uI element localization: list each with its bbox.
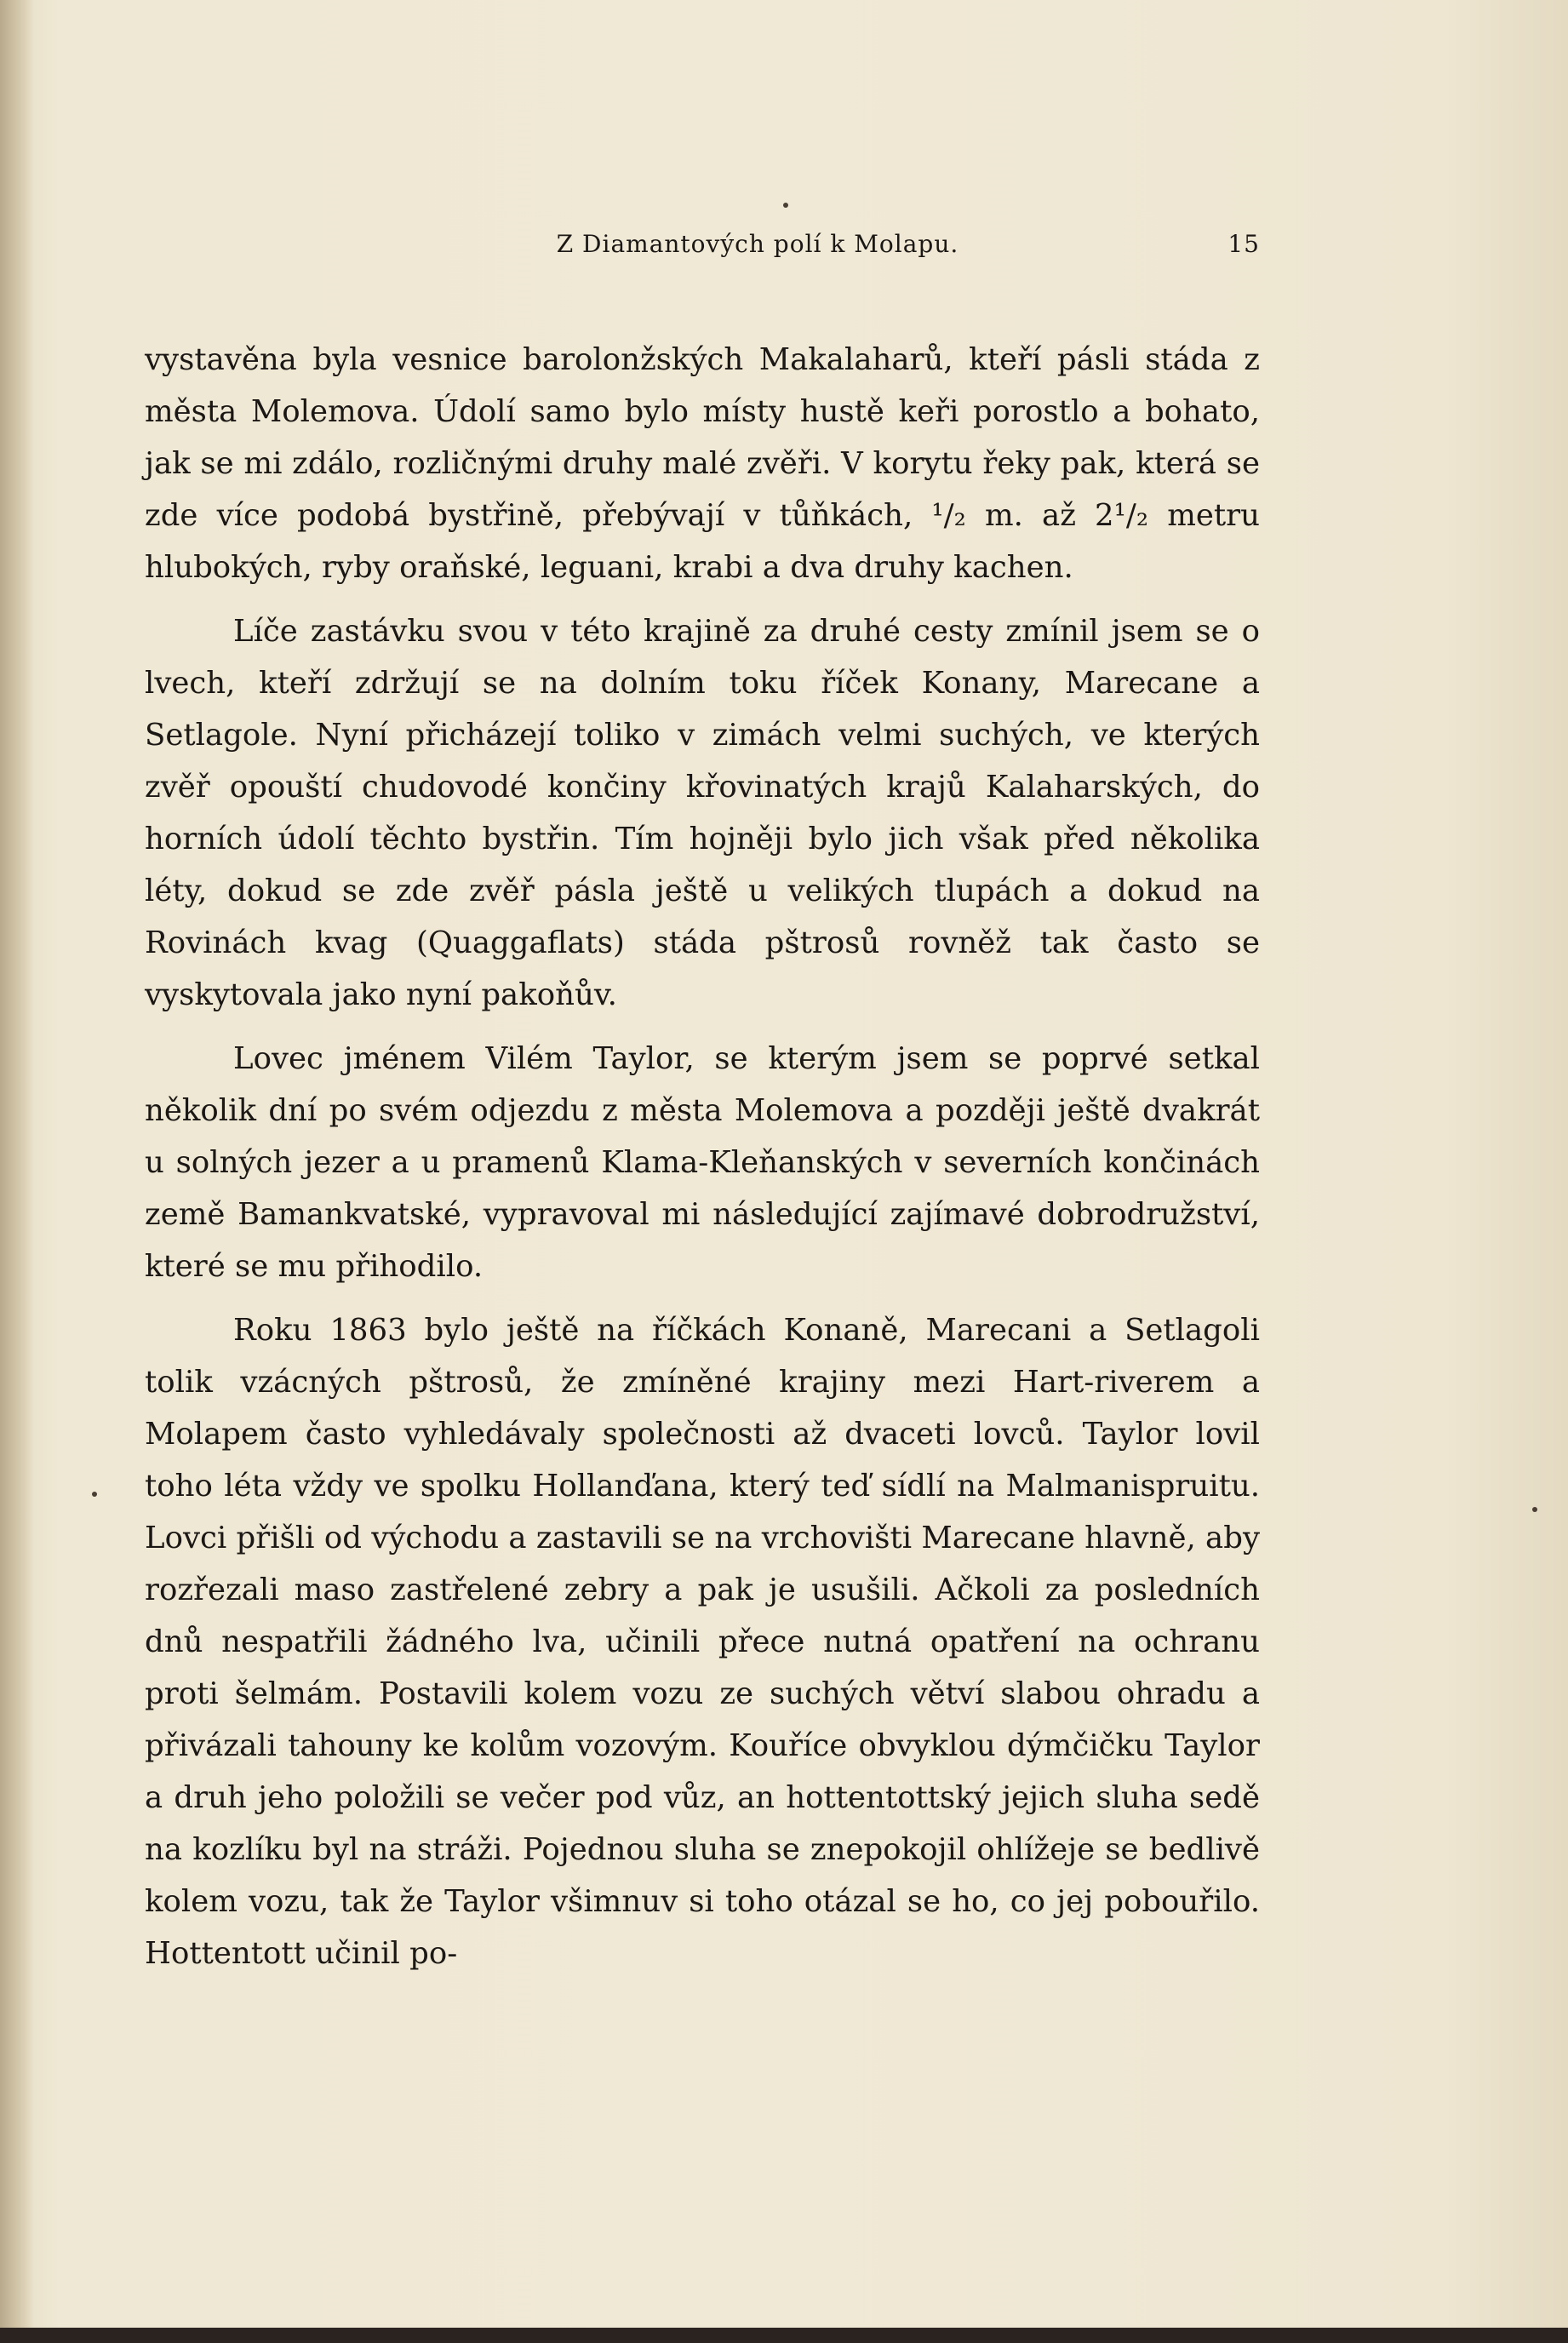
paragraph: Roku 1863 bylo ještě na říčkách Konaně, Marecani a Setlagoli tolik vzácných pštrosů, že zmíněné krajiny mezi Hart-riverem a Molapem často vyhledávaly společnosti až dvaceti lovců. Taylor lovil toho léta vždy ve spolku Hollanďana, který teď sídlí na Malmanispruitu. Lovci přišli od východu a zastavili se na vrchovišti Marecane hlavně, aby rozřezali maso zastřelené zebry a pak je usušili. Ačkoli za posledních dnů nespatřili žádného lva, učinili přece nutná opatření na ochranu proti šelmám. Postavili kolem vozu ze suchých větví slabou ohradu a přivázali tahouny ke kolům vozovým. Kouříce obvyklou dýmčičku Taylor a druh jeho položili se večer pod vůz, an hottentottský jejich sluha sedě na kozlíku byl na stráži. Pojednou sluha se znepokojil ohlížeje se bedlivě kolem vozu, tak že Taylor všimnuv si toho otázal se ho, co jej pobouřilo. Hottentott učinil po- (145, 1313, 1260, 1971)
paragraph: Líče zastávku svou v této krajině za druhé cesty zmínil jsem se o lvech, kteří zdržují se na dolním toku říček Konany, Marecane a Setlagole. Nyní přicházejí toliko v zimách velmi suchých, ve kterých zvěř opouští chudovodé končiny křovinatých krajů Kalaharských, do horních údolí těchto bystřin. Tím hojněji bylo jich však před několika léty, dokud se zde zvěř pásla ještě u velikých tlupách a dokud na Rovinách kvag (Quaggaflats) stáda pštrosů rovněž tak často se vyskytovala jako nyní pakoňův. (145, 614, 1260, 1012)
binding-shadow (0, 0, 34, 2343)
paragraph: Lovec jménem Vilém Taylor, se kterým jsem se poprvé setkal několik dní po svém odjezdu z města Molemova a později ještě dvakrát u solných jezer a u pramenů Klama-Kleňanských v severních končinách země Bamankvatské, vypravoval mi následující zajímavé dobrodružství, které se mu přihodilo. (145, 1041, 1260, 1284)
paragraph-continued: vystavěna byla vesnice barolonžských Makalaharů, kteří pásli stáda z města Molemova. Údolí samo bylo místy hustě keři porostlo a bohato, jak se mi zdálo, rozličnými druhy malé zvěři. V korytu řeky pak, která se zde více podobá bystřině, přebývají v tůňkách, ¹/₂ m. až 2¹/₂ metru hlubokých, ryby oraňské, leguani, krabi a dva druhy kachen. (145, 342, 1260, 585)
page-number: 15 (1228, 230, 1260, 258)
scan-border (0, 2328, 1568, 2343)
book-page (145, 230, 1260, 1991)
paper-speck (1532, 1507, 1537, 1512)
paper-speck (92, 1492, 97, 1497)
running-title: Z Diamantových polí k Molapu. (556, 230, 959, 258)
running-header (145, 230, 1260, 272)
paper-speck (783, 203, 788, 208)
body-text (145, 334, 1260, 1979)
